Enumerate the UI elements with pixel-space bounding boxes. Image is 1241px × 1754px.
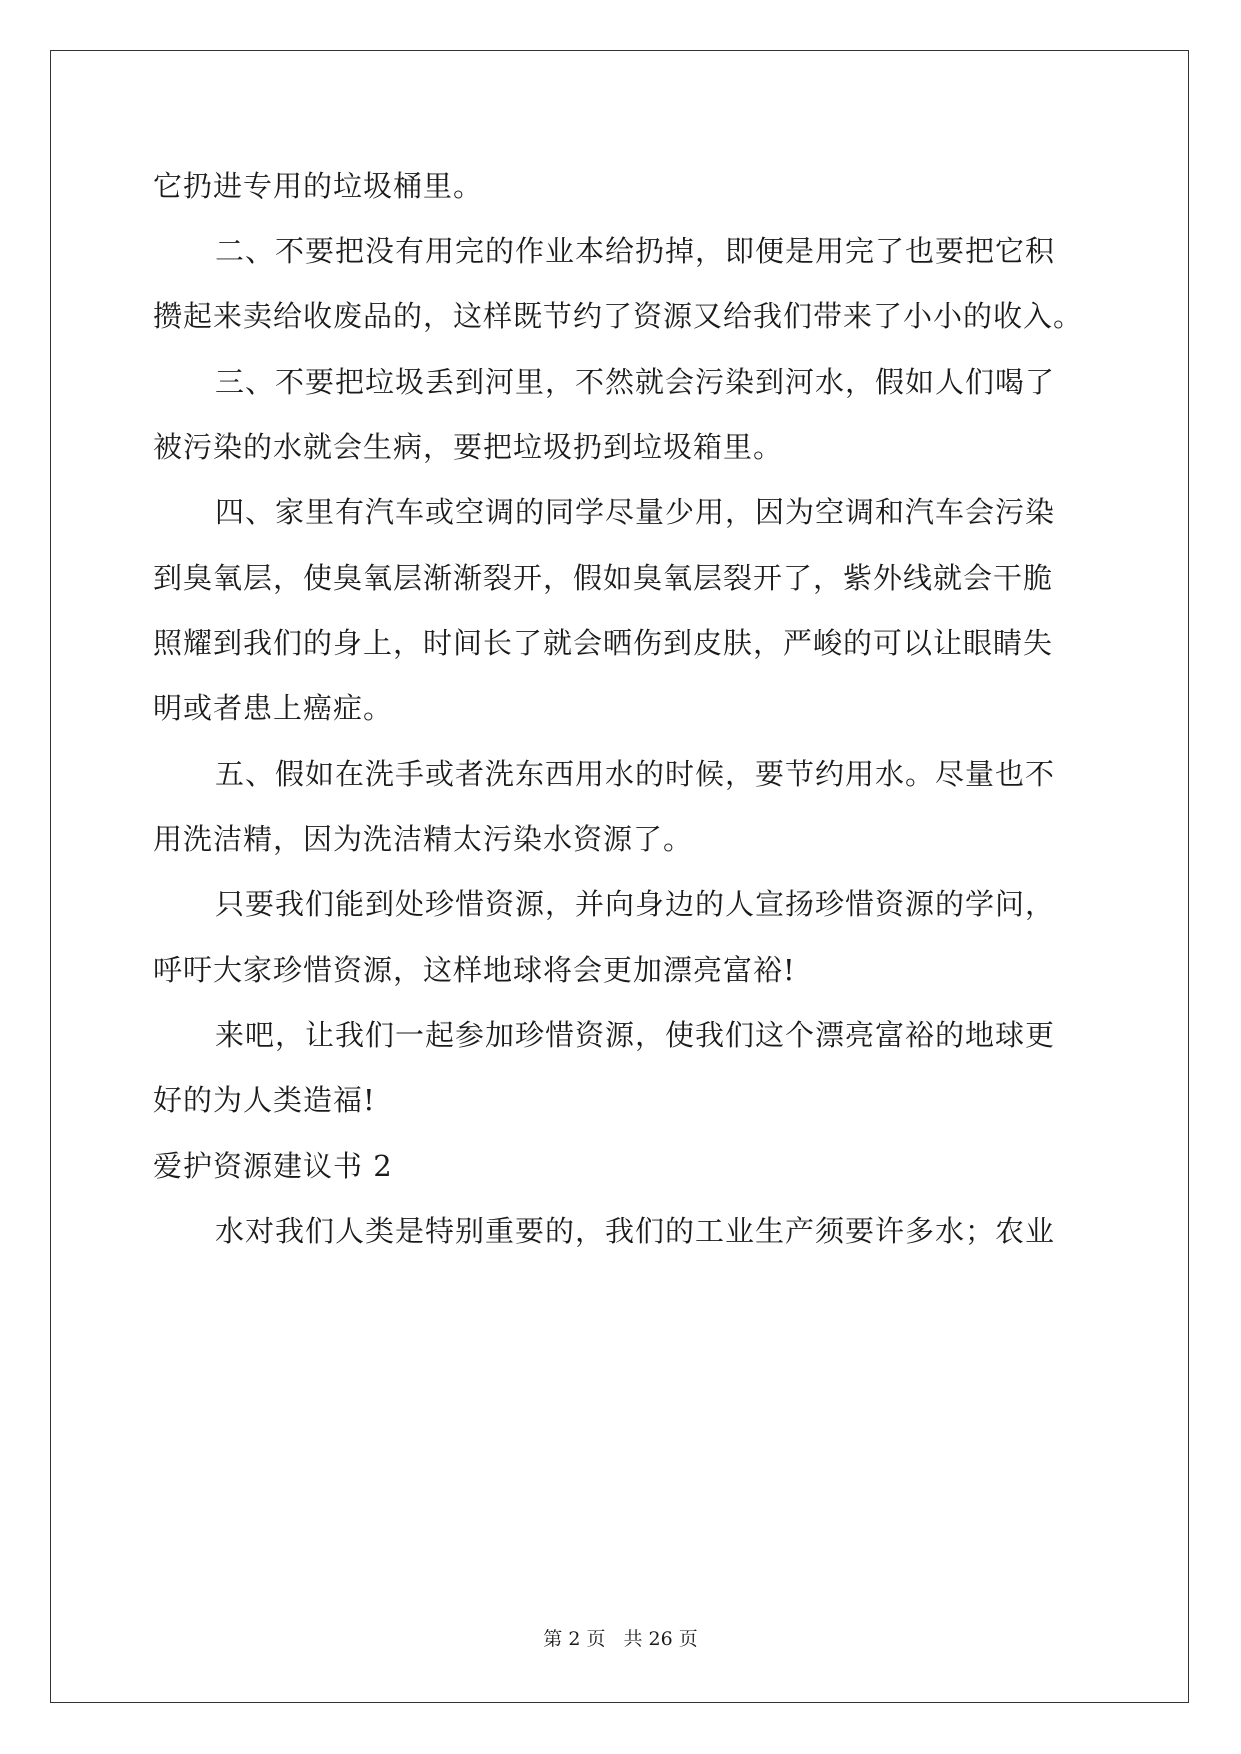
section-heading: 爱护资源建议书 2 (153, 1149, 393, 1183)
page-footer (0, 1627, 1241, 1651)
text-line: 被污染的水就会生病，要把垃圾扔到垃圾箱里。 (153, 430, 784, 464)
text-line: 照耀到我们的身上，时间长了就会晒伤到皮肤，严峻的可以让眼睛失 (153, 626, 1054, 660)
page-number: 第 2 页 (543, 1628, 606, 1650)
text-line: 水对我们人类是特别重要的，我们的工业生产须要许多水；农业 (215, 1214, 1056, 1248)
text-line: 它扔进专用的垃圾桶里。 (153, 169, 484, 203)
text-line: 呼吁大家珍惜资源，这样地球将会更加漂亮富裕! (153, 953, 796, 987)
text-line: 好的为人类造福! (153, 1083, 376, 1117)
text-line: 二、不要把没有用完的作业本给扔掉，即便是用完了也要把它积 (215, 234, 1056, 268)
text-line: 到臭氧层，使臭氧层渐渐裂开，假如臭氧层裂开了，紫外线就会干脆 (153, 561, 1054, 595)
text-line: 只要我们能到处珍惜资源，并向身边的人宣扬珍惜资源的学问， (215, 887, 1056, 921)
text-line: 三、不要把垃圾丢到河里，不然就会污染到河水，假如人们喝了 (215, 365, 1056, 399)
text-line: 用洗洁精，因为洗洁精太污染水资源了。 (153, 822, 694, 856)
text-line: 五、假如在洗手或者洗东西用水的时候，要节约用水。尽量也不 (215, 757, 1056, 791)
text-line: 来吧，让我们一起参加珍惜资源，使我们这个漂亮富裕的地球更 (215, 1018, 1056, 1052)
text-line: 攒起来卖给收废品的，这样既节约了资源又给我们带来了小小的收入。 (153, 299, 1084, 333)
text-line: 明或者患上癌症。 (153, 691, 394, 725)
text-line: 四、家里有汽车或空调的同学尽量少用，因为空调和汽车会污染 (215, 495, 1056, 529)
page-total: 共 26 页 (623, 1628, 698, 1650)
